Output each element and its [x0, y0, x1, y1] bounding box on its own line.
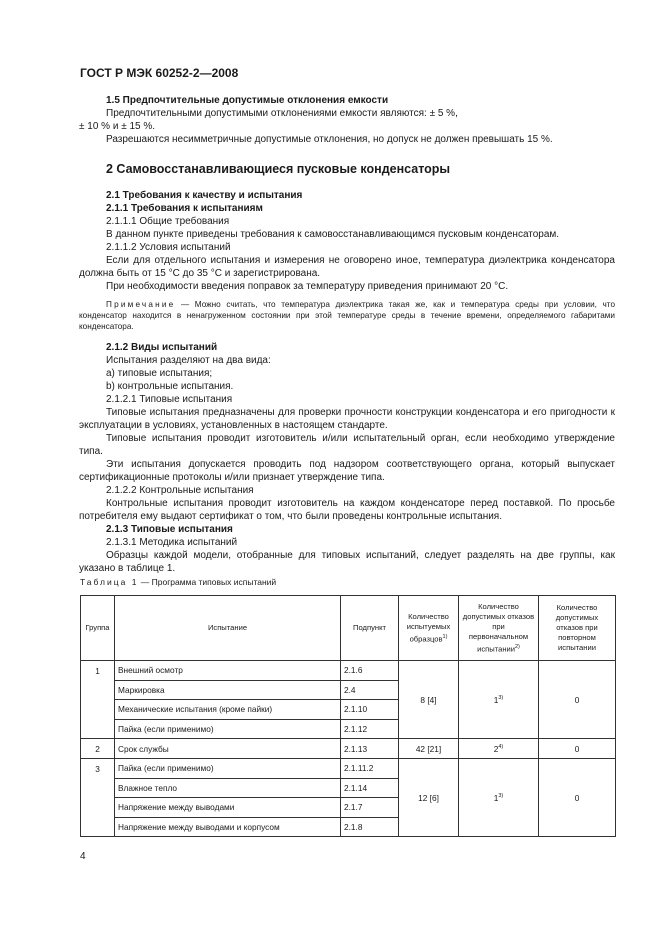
table-cell-clause: 2.1.10 [341, 700, 399, 720]
section-1-5-title: 1.5 Предпочтительные допустимые отклонения емкости [106, 95, 389, 106]
document-header: ГОСТ Р МЭК 60252-2—2008 [80, 66, 239, 80]
section-2-1-2-title: 2.1.2 Виды испытаний [106, 342, 218, 353]
table-cell-test: Внешний осмотр [115, 661, 341, 681]
note-text: — Можно считать, что температура диэлектрика такая же, как и температура среды при условии, что конденсатор находится в ненагруженном состоянии при этой температуре среды в течение времени, определяемого габаритами конденсатора. [79, 300, 615, 331]
table-caption [80, 577, 276, 587]
group-2-fail-first: 2$^{4)}$ [459, 739, 539, 759]
table-cell-clause: 2.1.7 [341, 798, 399, 818]
group-2-samples: 42 [21] [399, 739, 459, 759]
header-test: Испытание [115, 596, 341, 661]
table-cell-clause: 2.1.12 [341, 719, 399, 739]
group-1-fail-repeat: 0 [539, 661, 616, 739]
table-cell-clause: 2.1.6 [341, 661, 399, 681]
s2111-text: В данном пункте приведены требования к самовосстанавливающимся пусковым конденсаторам. [106, 229, 560, 240]
group-2-number: 2 [81, 739, 115, 759]
table-cell-clause: 2.1.8 [341, 817, 399, 837]
table-cell-test: Срок службы [115, 739, 341, 759]
table-cell-test: Пайка (если применимо) [115, 719, 341, 739]
table-cell-clause: 2.1.14 [341, 778, 399, 798]
header-allowed-repeat: Количество допустимых отказов при повторном испытании [539, 596, 616, 661]
section-2-1-2-2-title: 2.1.2.2 Контрольные испытания [106, 485, 254, 496]
section-2-title: 2 Самовосстанавливающиеся пусковые конденсаторы [106, 162, 451, 176]
section-2-1-2-1-title: 2.1.2.1 Типовые испытания [106, 394, 233, 405]
group-2-fail-repeat: 0 [539, 739, 616, 759]
section-2-1-3-1-title: 2.1.3.1 Методика испытаний [106, 537, 238, 548]
table-cell-test: Напряжение между выводами [115, 798, 341, 818]
table-caption-text: — Программа типовых испытаний [138, 577, 277, 587]
section-2-1-1-title: 2.1.1 Требования к испытаниям [106, 203, 263, 214]
section-2-1-1-1-title: 2.1.1.1 Общие требования [106, 216, 230, 227]
group-1-number: 1 [81, 661, 115, 739]
header-group: Группа [81, 596, 115, 661]
s2131-text: Образцы каждой модели, отобранные для типовых испытаний, следует разделять на две группы, как указано в таблице 1. [79, 550, 615, 574]
group-1-samples: 8 [4] [399, 661, 459, 739]
note-label: Примечание [106, 300, 176, 309]
group-3-samples: 12 [6] [399, 758, 459, 836]
table-caption-label: Таблица 1 [80, 577, 139, 587]
table-cell-test: Влажное тепло [115, 778, 341, 798]
table-cell-clause: 2.1.11.2 [341, 758, 399, 778]
page-content [79, 94, 615, 575]
section-2-1-1-2-title: 2.1.1.2 Условия испытаний [106, 242, 231, 253]
type-tests-table [80, 595, 616, 837]
table-cell-test: Механические испытания (кроме пайки) [115, 700, 341, 720]
s2112-text1: Если для отдельного испытания и измерения не оговорено иное, температура диэлектрика конденсатора должна быть от 15 °С до 35 °С и зарегистрирована. [79, 255, 615, 279]
header-clause: Подпункт [341, 596, 399, 661]
s212-intro: Испытания разделяют на два вида: [106, 355, 271, 366]
s212-item-a: a) типовые испытания; [106, 368, 213, 379]
s2112-text2: При необходимости введения поправок за температуру приведения принимают 20 °С. [106, 281, 509, 292]
table-row [81, 758, 616, 778]
group-3-fail-first: 1$^{3)}$ [459, 758, 539, 836]
table-cell-test: Напряжение между выводами и корпусом [115, 817, 341, 837]
s2122-text: Контрольные испытания проводит изготовитель на каждом конденсаторе перед поставкой. По просьбе потребителя ему выдают сертификат о том, что были проведены контрольные испытания. [79, 498, 615, 522]
table-row [81, 661, 616, 681]
note [79, 299, 615, 332]
table-row [81, 739, 616, 759]
group-1-fail-first: 1$^{3)}$ [459, 661, 539, 739]
page-number: 4 [80, 851, 86, 862]
header-samples: Количество испытуемых образцов$^{1)}$ [399, 596, 459, 661]
s15-line1: Предпочтительными допустимыми отклонениями емкости являются: ± 5 %, [106, 108, 458, 119]
s2121-text1: Типовые испытания предназначены для проверки прочности конструкции конденсатора и его пригодности к эксплуатации в условиях, установленных в настоящем стандарте. [79, 407, 615, 431]
group-3-fail-repeat: 0 [539, 758, 616, 836]
table-cell-test: Пайка (если применимо) [115, 758, 341, 778]
section-2-1-3-title: 2.1.3 Типовые испытания [106, 524, 233, 535]
table-cell-clause: 2.4 [341, 680, 399, 700]
table-header-row [81, 596, 616, 661]
s2121-text2: Типовые испытания проводит изготовитель и/или испытательный орган, если необходимо утверждение типа. [79, 433, 615, 457]
s15-line3: Разрешаются несимметричные допустимые отклонения, но допуск не должен превышать 15 %. [106, 134, 553, 145]
table-cell-clause: 2.1.13 [341, 739, 399, 759]
header-allowed-first: Количество допустимых отказов при первоначальном испытании$^{2)}$ [459, 596, 539, 661]
s212-item-b: b) контрольные испытания. [106, 381, 234, 392]
s2121-text3: Эти испытания допускается проводить под надзором соответствующего органа, который выпускает сертификационные протоколы и/или признает утверждение типа. [79, 459, 615, 483]
table-cell-test: Маркировка [115, 680, 341, 700]
group-3-number: 3 [81, 758, 115, 836]
s15-line2: ± 10 % и ± 15 %. [79, 121, 156, 132]
section-2-1-title: 2.1 Требования к качеству и испытания [106, 190, 303, 201]
